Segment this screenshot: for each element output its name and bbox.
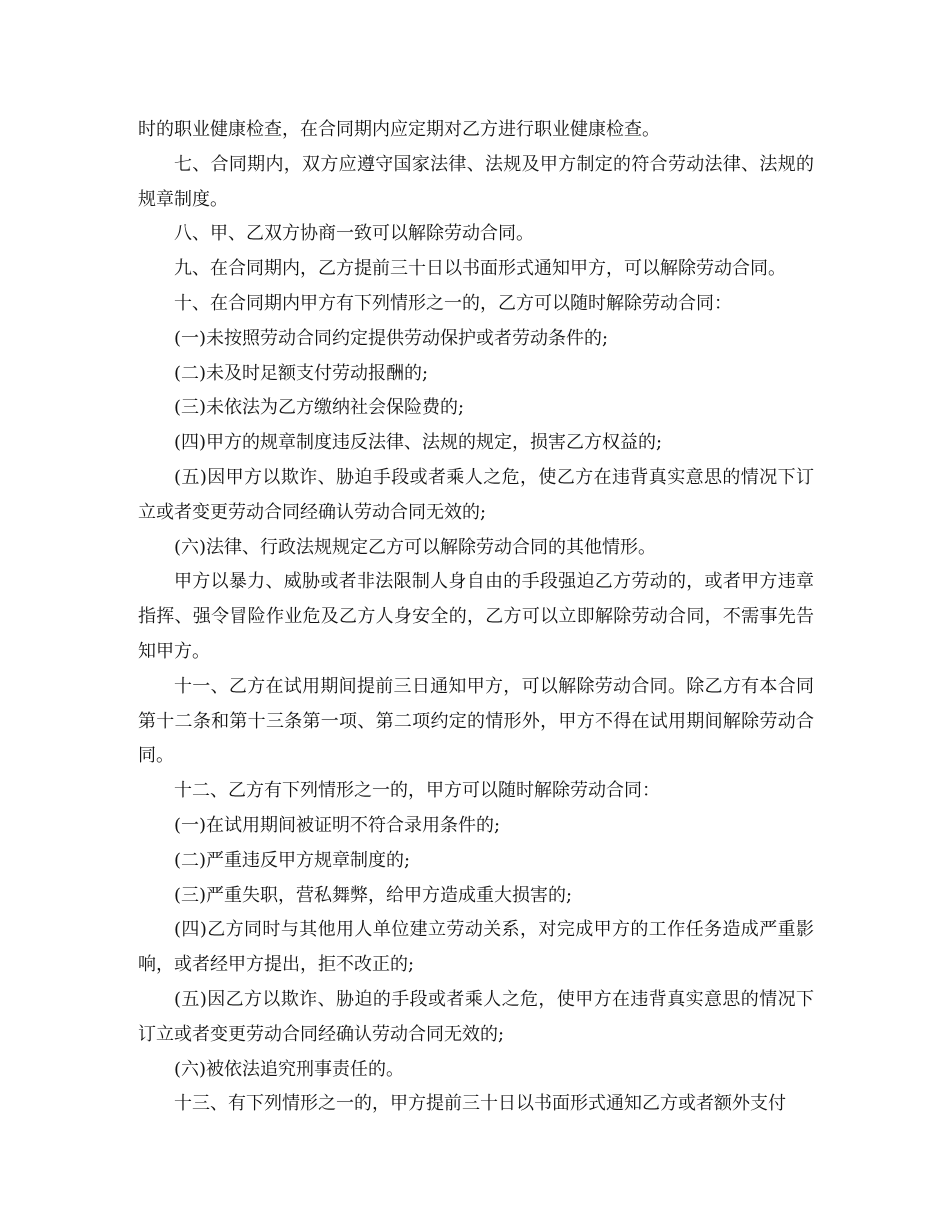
- paragraph: 十一、乙方在试用期间提前三日通知甲方，可以解除劳动合同。除乙方有本合同第十二条和第十三条第一项、第二项约定的情形外，甲方不得在试用期间解除劳动合同。: [138, 675, 814, 767]
- paragraph: (一)未按照劳动合同约定提供劳动保护或者劳动条件的;: [174, 327, 609, 349]
- paragraph: (二)严重违反甲方规章制度的;: [174, 849, 411, 871]
- paragraph: (二)未及时足额支付劳动报酬的;: [174, 362, 429, 384]
- paragraph: 十三、有下列情形之一的，甲方提前三十日以书面形式通知乙方或者额外支付: [174, 1093, 786, 1115]
- paragraph: (四)乙方同时与其他用人单位建立劳动关系，对完成甲方的工作任务造成严重影响，或者经甲方提出，拒不改正的;: [138, 919, 814, 976]
- paragraph: (六)被依法追究刑事责任的。: [174, 1058, 405, 1080]
- paragraph: (一)在试用期间被证明不符合录用条件的;: [174, 814, 501, 836]
- paragraph: 七、合同期内，双方应遵守国家法律、法规及甲方制定的符合劳动法律、法规的规章制度。: [138, 153, 814, 210]
- paragraph: (三)严重失职，营私舞弊，给甲方造成重大损害的;: [174, 884, 573, 906]
- paragraph: 甲方以暴力、威胁或者非法限制人身自由的手段强迫乙方劳动的，或者甲方违章指挥、强令冒险作业危及乙方人身安全的，乙方可以立即解除劳动合同，不需事先告知甲方。: [138, 571, 814, 662]
- paragraph: 十二、乙方有下列情形之一的，甲方可以随时解除劳动合同：: [174, 780, 660, 802]
- paragraph: 十、在合同期内甲方有下列情形之一的，乙方可以随时解除劳动合同：: [174, 292, 732, 314]
- paragraph: 时的职业健康检查，在合同期内应定期对乙方进行职业健康检查。: [138, 119, 660, 140]
- paragraph: 八、甲、乙双方协商一致可以解除劳动合同。: [174, 223, 534, 245]
- paragraph: (四)甲方的规章制度违反法律、法规的规定，损害乙方权益的;: [174, 432, 663, 454]
- document-body: [138, 113, 814, 1122]
- paragraph: 九、在合同期内，乙方提前三十日以书面形式通知甲方，可以解除劳动合同。: [174, 258, 786, 280]
- paragraph: (三)未依法为乙方缴纳社会保险费的;: [174, 397, 465, 419]
- paragraph: (六)法律、行政法规规定乙方可以解除劳动合同的其他情形。: [174, 536, 657, 558]
- paragraph: (五)因甲方以欺诈、胁迫手段或者乘人之危，使乙方在违背真实意思的情况下订立或者变更劳动合同经确认劳动合同无效的;: [138, 466, 814, 523]
- paragraph: (五)因乙方以欺诈、胁迫的手段或者乘人之危，使甲方在违背真实意思的情况下订立或者变更劳动合同经确认劳动合同无效的;: [138, 988, 814, 1045]
